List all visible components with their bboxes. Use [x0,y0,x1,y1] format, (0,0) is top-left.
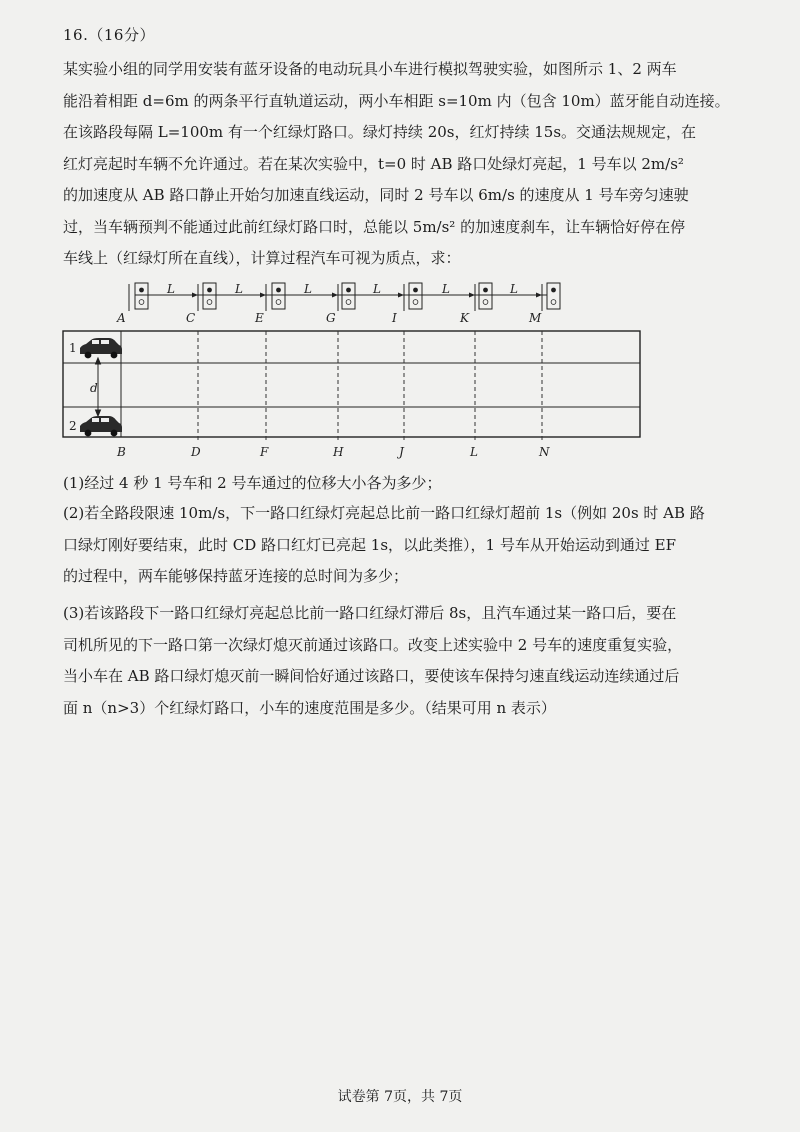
text-line: 某实验小组的同学用安装有蓝牙设备的电动玩具小车进行模拟驾驶实验，如图所示 1、2 两车 [63,60,677,78]
segment-label: L [167,282,175,296]
intersection-label-top: A [117,311,126,325]
track-diagram-svg [55,278,655,468]
intersection-label-bottom: J [399,445,404,459]
car-1-icon [80,338,122,358]
segment-label: L [304,282,312,296]
traffic-light-kl [475,283,492,311]
problem-statement [63,54,741,275]
text-line: 司机所见的下一路口第一次绿灯熄灭前通过该路口。改变上述实验中 2 号车的速度重复实验， [63,635,683,654]
text-line: 在该路段每隔 L=100m 有一个红绿灯路口。绿灯持续 20s，红灯持续 15s。交通法规规定，在 [63,123,697,141]
sub-question-2 [63,498,741,593]
text-line: (1)经过 4 秒 1 号车和 2 号车通过的位移大小各为多少； [63,474,442,492]
intersection-dashed-lines [198,331,542,440]
intersection-label-bottom: F [260,445,269,459]
segment-label: L [510,282,518,296]
gap-label: d [90,381,98,395]
traffic-light-cd [198,283,216,311]
question-header [63,24,155,45]
sub-question-1 [63,468,741,500]
intersection-label-bottom: N [539,445,550,459]
text-line: 车线上（红绿灯所在直线），计算过程汽车可视为质点，求： [63,249,461,267]
intersection-label-top: G [326,311,336,325]
traffic-light-gh [338,283,355,311]
text-line: 能沿着相距 d=6m 的两条平行直轨道运动，两小车相距 s=10m 内（包含 10m）蓝牙能自动连接。 [63,91,730,110]
track-diagram [55,278,655,468]
question-number: 16. [63,26,89,44]
intersection-label-bottom: L [470,445,478,459]
segment-label: L [442,282,450,296]
segment-label: L [373,282,381,296]
page-footer: 试卷第 7页，共 7页 [337,1089,463,1105]
traffic-light-ef [266,283,285,311]
intersection-label-bottom: D [191,445,201,459]
text-line: 过，当车辆预判不能通过此前红绿灯路口时，总能以 5m/s² 的加速度刹车，让车辆恰好停在停 [63,217,686,236]
text-line: 口绿灯刚好要结束，此时 CD 路口红灯已亮起 1s，以此类推），1 号车从开始运动到通过 EF [63,535,676,554]
track-frame [63,331,640,437]
text-line: 的过程中，两车能够保持蓝牙连接的总时间为多少； [63,567,409,585]
question-score: （16分） [88,26,155,44]
text-line: 面 n（n>3）个红绿灯路口，小车的速度范围是多少。（结果可用 n 表示） [63,698,556,717]
intersection-label-top: K [460,311,469,325]
text-line: 的加速度从 AB 路口静止开始匀加速直线运动，同时 2 号车以 6m/s 的速度从 1 号车旁匀速驶 [63,186,689,204]
car-2-icon [80,416,122,436]
intersection-label-bottom: B [117,445,126,459]
car-1-label: 1 [69,341,77,355]
intersection-label-top: E [255,311,264,325]
sub-question-3 [63,598,741,724]
intersection-label-bottom: H [333,445,344,459]
car-2-label: 2 [69,419,77,433]
traffic-light-ab [129,283,148,311]
text-line: (2)若全路段限速 10m/s，下一路口红绿灯亮起总比前一路口红绿灯超前 1s（例如 20s 时 AB 路 [63,504,705,522]
text-line: 当小车在 AB 路口绿灯熄灭前一瞬间恰好通过该路口，要使该车保持匀速直线运动连续通过后 [63,667,680,685]
traffic-light-mn [542,283,560,311]
segment-label: L [235,282,243,296]
intersection-label-top: M [529,311,542,325]
text-line: (3)若该路段下一路口红绿灯亮起总比前一路口红绿灯滞后 8s，且汽车通过某一路口后，要在 [63,604,677,622]
text-line: 红灯亮起时车辆不允许通过。若在某次实验中，t=0 时 AB 路口处绿灯亮起，1 号车以 2m/s² [63,154,684,173]
intersection-label-top: C [186,311,196,325]
traffic-light-ij [404,283,422,311]
intersection-label-top: I [392,311,397,325]
